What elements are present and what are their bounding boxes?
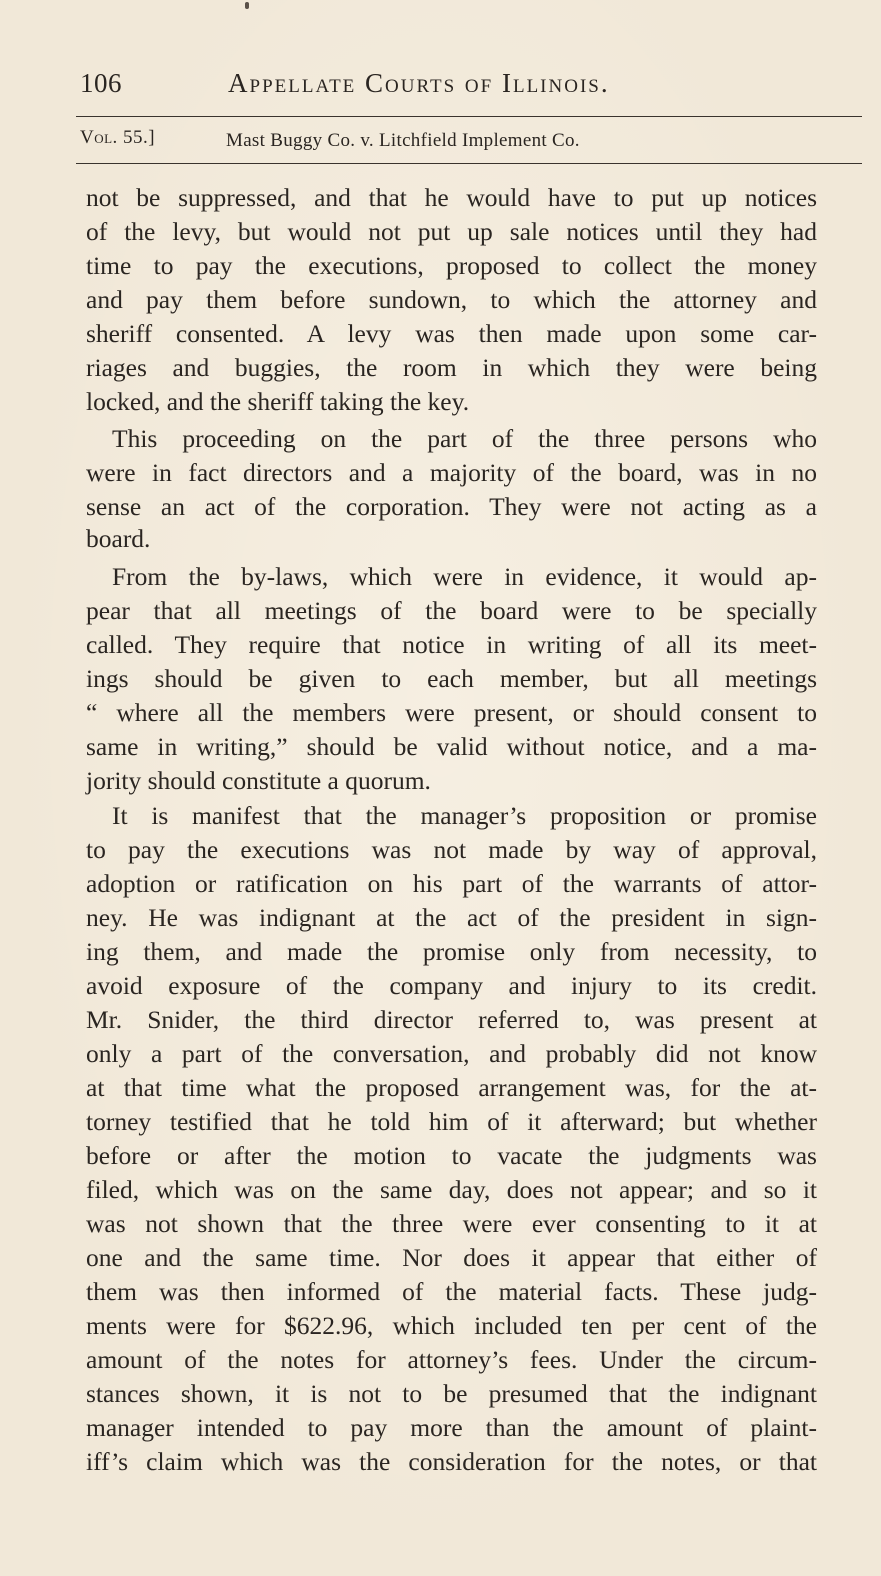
volume-reference: Vol. 55.] [80,127,156,148]
text-line: adoption or ratification on his part of the warrants of attor- [86,869,817,898]
text-line: From the by-laws, which were in evidence, it would ap- [112,562,817,591]
text-line: iff’s claim which was the consideration for the notes, or that [86,1447,817,1476]
text-line: ney. He was indignant at the act of the president in sign- [86,903,817,932]
text-line: locked, and the sheriff taking the key. [86,387,470,416]
text-line: to pay the executions was not made by way of approval, [86,835,817,864]
text-line: It is manifest that the manager’s proposition or promise [112,801,817,830]
text-line: ing them, and made the promise only from necessity, to [86,937,817,966]
text-line: sheriff consented. A levy was then made upon some car- [86,319,817,348]
text-line: called. They require that notice in writing of all its meet- [86,630,817,659]
text-line: only a part of the conversation, and probably did not know [86,1039,817,1068]
text-line: manager intended to pay more than the amount of plaint- [86,1413,817,1442]
text-line: were in fact directors and a majority of the board, was in no [86,458,817,487]
case-title: Mast Buggy Co. v. Litchfield Implement Co. [226,130,580,151]
text-line: stances shown, it is not to be presumed that the indignant [86,1379,817,1408]
text-line: ings should be given to each member, but all meetings [86,664,817,693]
text-line: Mr. Snider, the third director referred to, was present at [86,1005,817,1034]
running-head: Appellate Courts of Illinois. [228,68,610,98]
text-line: riages and buggies, the room in which they were being [86,353,817,382]
text-line: them was then informed of the material facts. These judg- [86,1277,817,1306]
text-line: torney testified that he told him of it afterward; but whether [86,1107,817,1136]
text-line: was not shown that the three were ever consenting to it at [86,1209,817,1238]
text-line: board. [86,524,151,553]
text-line: avoid exposure of the company and injury to its credit. [86,971,817,1000]
text-line: before or after the motion to vacate the judgments was [86,1141,817,1170]
page-number: 106 [80,68,122,98]
text-line: jority should constitute a quorum. [86,766,431,795]
text-line: pear that all meetings of the board were to be specially [86,596,817,625]
text-line: “ where all the members were present, or should consent to [86,698,817,727]
text-line: sense an act of the corporation. They were not acting as a [86,492,817,521]
text-line: of the levy, but would not put up sale notices until they had [86,217,817,246]
text-line: at that time what the proposed arrangement was, for the at- [86,1073,817,1102]
text-line: time to pay the executions, proposed to collect the money [86,251,817,280]
text-line: This proceeding on the part of the three persons who [112,424,817,453]
text-line: same in writing,” should be valid without notice, and a ma- [86,732,817,761]
text-line: not be suppressed, and that he would have to put up notices [86,183,817,212]
text-line: ments were for $622.96, which included ten per cent of the [86,1311,817,1340]
text-line: one and the same time. Nor does it appear that either of [86,1243,817,1272]
text-line: amount of the notes for attorney’s fees. Under the circum- [86,1345,817,1374]
text-line: and pay them before sundown, to which the attorney and [86,285,817,314]
text-line: filed, which was on the same day, does not appear; and so it [86,1175,817,1204]
